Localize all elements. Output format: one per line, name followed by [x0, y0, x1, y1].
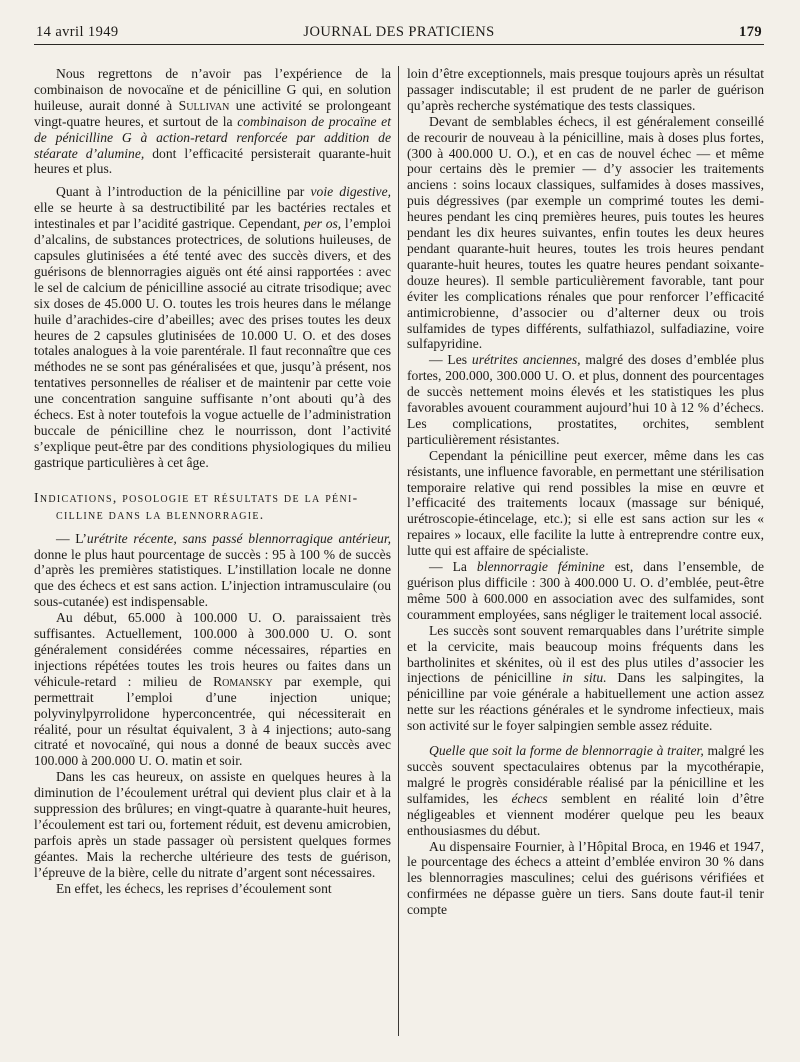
paragraph: loin d’être exceptionnels, mais presque toujours après un résultat passager indiscutable; il est prudent de ne parler de guérison qu’après recherche systématique des tests classiques. [407, 66, 764, 113]
header-date: 14 avril 1949 [36, 24, 119, 40]
paragraph: Nous regrettons de n’avoir pas l’expérience de la combinaison de novocaïne et de pénicilline G qui, en solution huileuse, aurait donné à Sullivan une activité se prolongeant vingt-quatre heures, et surtout de la combinaison de procaïne et de pénicilline G à action-retard renforcée par addition de stéarate d’alumine, dont l’efficacité persisterait quarante-huit heures et plus. [34, 66, 392, 177]
paragraph: Quelle que soit la forme de blennorragie à traiter, malgré les succès souvent spectaculaires obtenus par la mycothérapie, malgré le progrès considérable réalisé par la pénicilline et les sulfamides, les échecs semblent en réalité loin d’être négligeables et viennent modérer quelque peu les beaux enthousiasmes du début. [407, 743, 764, 838]
paragraph: Les succès sont souvent remarquables dans l’urétrite simple et la cervicite, mais beaucoup moins fréquents dans les bartholinites et skénites, où il est des plus utiles d’associer les injections de pénicilline in situ. Dans les salpingites, la pénicilline par voie générale a habituellement une action assez nette sur les réactions générales et le syndrome infectieux, mais son activité sur le foyer salpingien semble assez réduite. [407, 622, 764, 734]
paragraph: — La blennorragie féminine est, dans l’ensemble, de guérison plus difficile : 300 à 400.000 U. O. d’emblée, peut-être même 500 à 600.000 en association avec des sulfamides, sont couramment employées, sans négliger le traitement local associé. [407, 559, 764, 622]
author-name: Sullivan [178, 97, 230, 113]
author-name: Romansky [213, 673, 273, 689]
paragraph: Au début, 65.000 à 100.000 U. O. paraissaient très suffisantes. Actuellement, 100.000 à 300.000 U. O. sont généralement considérées comme nécessaires, réparties en injections répétées toutes les trois heures ou faites dans un véhicule-retard : milieu de Romansky par exemple, qui permettrait l’emploi d’une injection unique; polyvinylpyrrolidone hyperconcentrée, qui nécessiterait en réalité, pour un résultat équivalent, 3 à 4 injections; auto-sang citraté et novocaïné, qui nous a donné de beaux succès avec 100.000 à 200.000 U. O. matin et soir. [34, 610, 391, 769]
left-column [34, 66, 391, 897]
paragraph: — L’urétrite récente, sans passé blennorragique antérieur, donne le plus haut pourcentage de succès : 95 à 100 % de succès d’après les premières statistiques. L’instillation locale ne donne que des échecs et est sans action. L’injection intramusculaire (ou sous-cutanée) est indispensable. [34, 530, 392, 610]
paragraph: Devant de semblables échecs, il est généralement conseillé de recourir de nouveau à la pénicilline, mais à doses plus fortes, (300 à 400.000 U. O.), et en cas de nouvel échec — et même pour certains dès le premier — d’y associer les traitements anciens : soins locaux classiques, sulfamides à doses massives, puis dégressives (par exemple un comprimé toutes les demi-heures pendant les cinq premières heures, puis toutes les heures pendant les dix heures suivantes, enfin toutes les deux heures pendant quarante-huit heures, toutes les trois heures pendant quarante-huit heures, toutes les quatre heures pendant soixante-douze heures). Il semble particulièrement favorable, tant pour éviter les complications rénales que pour renforcer l’efficacité antimicrobienne, d’associer ou d’alterner deux ou trois sulfamides de types différents, sulfathiazol, sulfadiazine, voire sulfapyridine. [407, 113, 764, 352]
header-page-number: 179 [739, 24, 762, 40]
paragraph: En effet, les échecs, les reprises d’écoulement sont [56, 880, 332, 896]
section-heading: Indications, posologie et résultats de la péni- cilline dans la blennorragie. [34, 489, 359, 522]
paragraph: Au dispensaire Fournier, à l’Hôpital Broca, en 1946 et 1947, le pourcentage des échecs a atteint d’emblée environ 30 % dans les blennorragies masculines; celui des guérisons vérifiées et confirmées ne dépasse guère un tiers. Sans doute faut-il tenir compte [407, 838, 764, 918]
right-column [407, 66, 764, 918]
paragraph: — Les urétrites anciennes, malgré des doses d’emblée plus fortes, 200.000, 300.000 U. O. et plus, donnent des pourcentages de succès nettement moins élevés et les statistiques les plus favorables avouent couramment aujourd’hui 10 à 12 % d’échecs. Les complications, prostatites, orchites, semblent particulièrement résistantes. [407, 352, 764, 447]
column-rule [398, 66, 399, 1036]
paragraph: Quant à l’introduction de la pénicilline par voie digestive, elle se heurte à sa destructibilité par les bactéries rectales et intestinales et par l’acidité gastrique. Cependant, per os, l’emploi d’alcalins, de substances protectrices, de solutions huileuses, de capsules glutinisées a été tenté avec des succès divers, et des guérisons de blennorragies aiguës ont été ainsi rapportées : avec le sel de calcium de pénicilline associé au citrate trisodique; avec six doses de 45.000 U. O. toutes les trois heures dans le mélange huile d’arachides-cire d’abeilles; avec des prises toutes les deux heures de 2 capsules glutinisées de 10.000 U. O. et des doses totales analogues à la voie parentérale. Il faut reconnaître que ces méthodes ne se sont pas généralisées et que, jusqu’à présent, nos tentatives personnelles de réaliser et de maintenir par cette voie une concentration sanguine suffisante n’ont abouti qu’à des échecs. Est à noter toutefois la vogue actuelle de l’administration buccale de pénicilline chez le nourrisson, dont l’activité s’explique peut-être par des conditions physiologiques du milieu gastrique particulières à cet âge. [34, 184, 391, 470]
journal-page [34, 18, 764, 1054]
header-journal-title: JOURNAL DES PRATICIENS [303, 24, 495, 40]
paragraph: Cependant la pénicilline peut exercer, même dans les cas résistants, une influence favorable, en permettant une stérilisation temporaire relative qui rend possibles la mise en œuvre et l’efficacité des traitements locaux (massage sur béniqué, urétroscopie-étincelage, etc.); si elle est sans action sur les « repaires » locaux, elle facilite la lutte à entreprendre contre eux, lutte qui est affaire de spécialiste. [407, 447, 764, 559]
running-header [34, 18, 764, 45]
paragraph: Dans les cas heureux, on assiste en quelques heures à la diminution de l’écoulement urétral qui devient plus clair et à la suppression des brûlures; en vingt-quatre à quarante-huit heures, l’écoulement est tari ou, fortement réduit, est devenu amicrobien, parfois après un stade passager où persistent quelques formes géantes. Mais la recherche ultérieure des tests de guérison, l’épreuve de la bière, celle du nitrate d’argent sont nécessaires. [34, 769, 391, 880]
